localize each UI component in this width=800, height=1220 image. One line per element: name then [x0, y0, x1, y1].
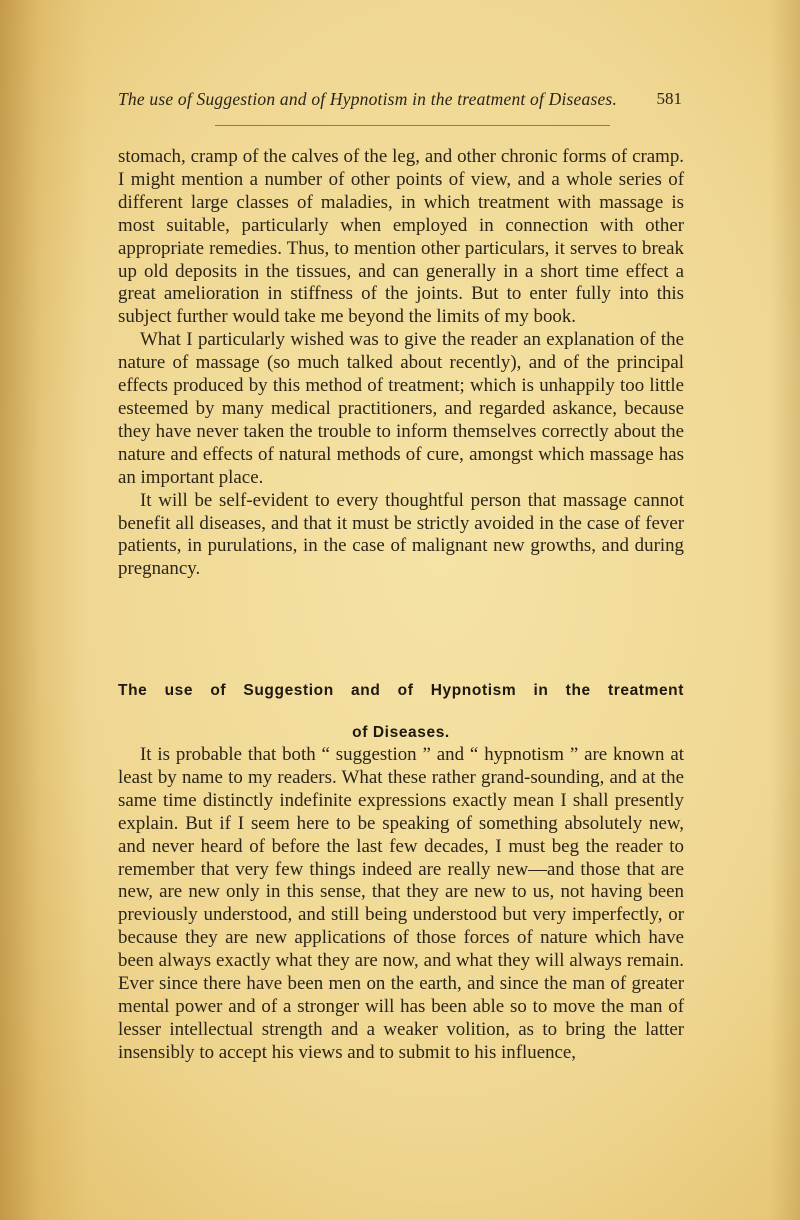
massage-section-text: [118, 146, 684, 581]
paragraph-suggestion-intro: It is probable that both “ suggestion ” and “ hypnotism ” are known at least by name to my readers. What these rather grand-sounding, and at the same time distinctly indefinite expressions exactly mean I shall presently explain. But if I seem here to be speaking of something absolutely new, and never heard of before the last few decades, I must beg the reader to remember that very few things indeed are really new—and those that are new, are new only in this sense, that they are new to us, not having been previously understood, and still being understood but very imperfectly, or because they are new applications of those forces of nature which have been always exactly what they are now, and what they will always remain. Ever since there have been men on the earth, and since the man of greater mental power and of a stronger will has been able so to move the man of lesser intellectual strength and a weaker volition, as to bring the latter insensibly to accept his views and to submit to his influence,: [118, 744, 684, 1063]
running-title: The use of Suggestion and of Hypnotism in the treatment of Diseases.: [118, 89, 618, 109]
running-head: [118, 89, 682, 115]
section-heading-line-2: of Diseases.: [352, 724, 450, 741]
section-heading-line-1: The use of Suggestion and of Hypnotism in the treatment: [118, 682, 684, 699]
paragraph-cramp: stomach, cramp of the calves of the leg, and other chronic forms of cramp. I might mention a number of other points of view, and a whole series of different large classes of maladies, in which treatment with massage is most suitable, particularly when employed in connection with other appropriate remedies. Thus, to mention other particulars, it serves to break up old deposits in the tissues, and can generally in a short time effect a great amelioration in stiffness of the joints. But to enter fully into this subject further would take me beyond the limits of my book.: [118, 146, 684, 328]
section-heading: [118, 670, 684, 754]
suggestion-section-text: [118, 744, 684, 1065]
paragraph-massage-contraindications: It will be self-evident to every thoughtful person that massage cannot benefit all diseases, and that it must be strictly avoided in the case of fever patients, in purulations, in the case of malignant new growths, and during pregnancy.: [118, 489, 684, 580]
header-rule: [215, 125, 610, 126]
paragraph-massage-nature: What I particularly wished was to give the reader an explanation of the nature of massage (so much talked about recently), and of the principal effects produced by this method of treatment; which is unhappily too little esteemed by many medical practitioners, and regarded askance, because they have never taken the trouble to inform themselves correctly about the nature and effects of natural methods of cure, amongst which massage has an important place.: [118, 329, 684, 488]
page-number: 581: [656, 89, 682, 108]
